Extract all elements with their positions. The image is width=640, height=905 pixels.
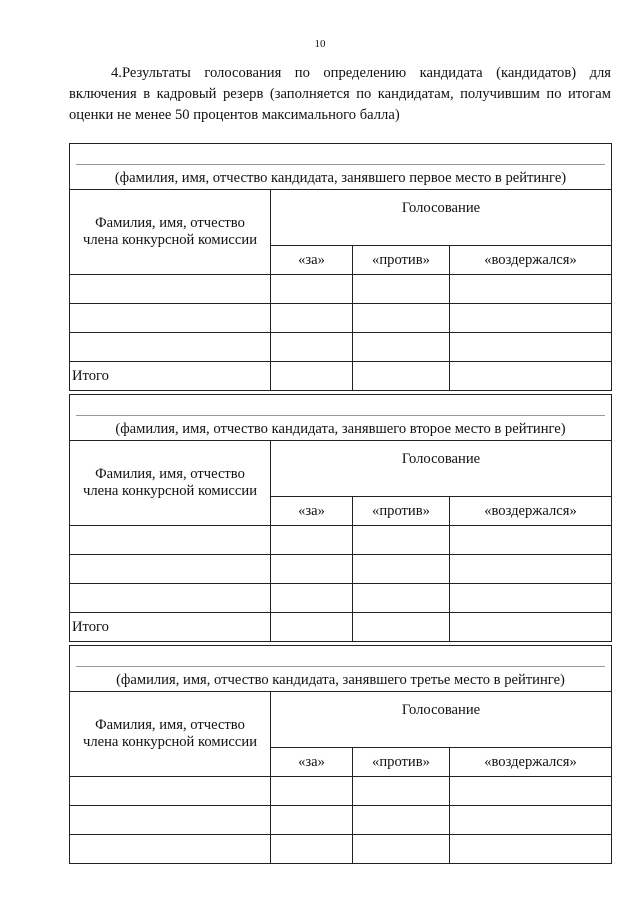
col-for: «за»	[271, 246, 353, 275]
member-cell[interactable]	[70, 777, 271, 806]
candidate-name-line	[76, 164, 605, 165]
against-cell[interactable]	[353, 806, 450, 835]
col-against: «против»	[353, 497, 450, 526]
for-cell[interactable]	[271, 835, 353, 864]
col-against: «против»	[353, 748, 450, 777]
col-abstain: «воздержался»	[450, 748, 612, 777]
for-cell[interactable]	[271, 584, 353, 613]
against-cell[interactable]	[353, 526, 450, 555]
col-abstain: «воздержался»	[450, 497, 612, 526]
against-cell[interactable]	[353, 777, 450, 806]
member-cell[interactable]	[70, 304, 271, 333]
table-row	[70, 806, 612, 835]
abstain-cell[interactable]	[450, 806, 612, 835]
abstain-total-cell[interactable]	[450, 362, 612, 391]
vote-table-second-place	[69, 394, 612, 642]
table-row	[70, 333, 612, 362]
table-row	[70, 526, 612, 555]
for-cell[interactable]	[271, 333, 353, 362]
member-cell[interactable]	[70, 275, 271, 304]
vote-table-first-place	[69, 143, 612, 391]
abstain-cell[interactable]	[450, 555, 612, 584]
for-total-cell[interactable]	[271, 613, 353, 642]
for-cell[interactable]	[271, 555, 353, 584]
heading-line-3: оценки не менее 50 процентов максимального балла)	[69, 107, 400, 123]
col-abstain: «воздержался»	[450, 246, 612, 275]
total-label: Итого	[70, 613, 271, 642]
member-header: Фамилия, имя, отчество члена конкурсной комиссии	[70, 441, 271, 526]
member-header: Фамилия, имя, отчество члена конкурсной комиссии	[70, 190, 271, 275]
vote-table-third-place	[69, 645, 612, 864]
member-cell[interactable]	[70, 526, 271, 555]
page-number: 10	[314, 38, 326, 50]
heading-line-2: включения в кадровый резерв (заполняется по кандидатам, получившим по итогам	[69, 86, 611, 102]
abstain-cell[interactable]	[450, 777, 612, 806]
member-cell[interactable]	[70, 584, 271, 613]
abstain-cell[interactable]	[450, 304, 612, 333]
abstain-cell[interactable]	[450, 526, 612, 555]
abstain-cell[interactable]	[450, 584, 612, 613]
table-row	[70, 584, 612, 613]
vote-header: Голосование	[271, 692, 612, 748]
candidate-name-cell[interactable]	[70, 646, 612, 692]
against-cell[interactable]	[353, 333, 450, 362]
against-cell[interactable]	[353, 584, 450, 613]
for-cell[interactable]	[271, 304, 353, 333]
member-cell[interactable]	[70, 835, 271, 864]
col-for: «за»	[271, 497, 353, 526]
heading-line-1: 4.Результаты голосования по определению кандидата (кандидатов) для	[111, 65, 611, 81]
col-for: «за»	[271, 748, 353, 777]
abstain-cell[interactable]	[450, 835, 612, 864]
for-cell[interactable]	[271, 777, 353, 806]
against-total-cell[interactable]	[353, 613, 450, 642]
member-cell[interactable]	[70, 333, 271, 362]
member-header: Фамилия, имя, отчество члена конкурсной комиссии	[70, 692, 271, 777]
abstain-cell[interactable]	[450, 275, 612, 304]
member-cell[interactable]	[70, 806, 271, 835]
candidate-caption: (фамилия, имя, отчество кандидата, занявшего первое место в рейтинге)	[114, 170, 567, 186]
vote-header: Голосование	[271, 190, 612, 246]
member-cell[interactable]	[70, 555, 271, 584]
table-row	[70, 835, 612, 864]
abstain-total-cell[interactable]	[450, 613, 612, 642]
section-heading	[69, 63, 611, 126]
table-row	[70, 777, 612, 806]
against-cell[interactable]	[353, 304, 450, 333]
total-label: Итого	[70, 362, 271, 391]
vote-header: Голосование	[271, 441, 612, 497]
table-row	[70, 304, 612, 333]
candidate-caption: (фамилия, имя, отчество кандидата, занявшего второе место в рейтинге)	[115, 421, 566, 437]
for-cell[interactable]	[271, 806, 353, 835]
for-cell[interactable]	[271, 526, 353, 555]
candidate-name-cell[interactable]	[70, 395, 612, 441]
against-cell[interactable]	[353, 835, 450, 864]
candidate-name-line	[76, 415, 605, 416]
candidate-name-line	[76, 666, 605, 667]
col-against: «против»	[353, 246, 450, 275]
against-total-cell[interactable]	[353, 362, 450, 391]
for-total-cell[interactable]	[271, 362, 353, 391]
for-cell[interactable]	[271, 275, 353, 304]
abstain-cell[interactable]	[450, 333, 612, 362]
table-row	[70, 275, 612, 304]
table-row	[70, 555, 612, 584]
total-row	[70, 613, 612, 642]
against-cell[interactable]	[353, 275, 450, 304]
against-cell[interactable]	[353, 555, 450, 584]
candidate-name-cell[interactable]	[70, 144, 612, 190]
total-row	[70, 362, 612, 391]
candidate-caption: (фамилия, имя, отчество кандидата, занявшего третье место в рейтинге)	[116, 672, 565, 688]
